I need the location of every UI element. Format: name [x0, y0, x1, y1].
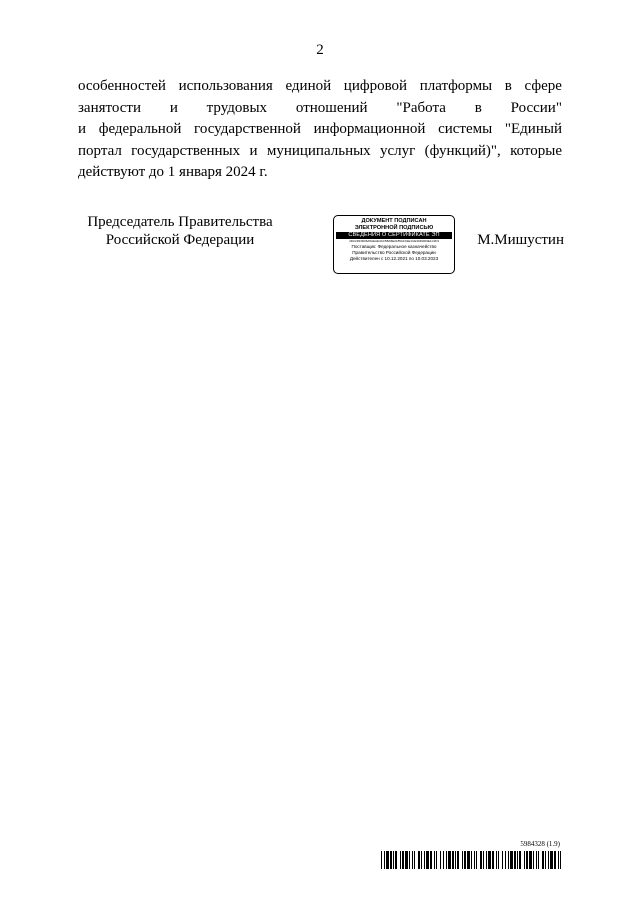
barcode-bar	[548, 851, 549, 869]
word: в	[504, 78, 512, 94]
barcode-bar	[464, 851, 466, 869]
stamp-certificate-header: СВЕДЕНИЯ О СЕРТИФИКАТЕ ЭП	[336, 232, 452, 239]
barcode-bar	[496, 851, 497, 869]
word: трудовых	[206, 99, 268, 116]
barcode-bar	[426, 851, 429, 869]
stamp-heading	[334, 218, 454, 231]
barcode-bar	[502, 851, 503, 869]
barcode-bar	[533, 851, 534, 869]
word: отношений	[295, 99, 368, 116]
stamp-line2: ЭЛЕКТРОННОЙ ПОДПИСЬЮ	[354, 224, 434, 231]
barcode-bar	[536, 851, 537, 869]
barcode-bar	[452, 851, 454, 869]
body-line-5	[78, 162, 562, 184]
barcode-bar	[498, 851, 499, 869]
word: занятости	[78, 99, 141, 116]
document-code: 5984328 (1.9)	[520, 840, 560, 848]
barcode-bar	[424, 851, 425, 869]
barcode-bar	[550, 851, 553, 869]
stamp-line1: ДОКУМЕНТ ПОДПИСАН	[361, 218, 427, 224]
body-line-3	[78, 119, 562, 141]
barcode-bar	[440, 851, 441, 869]
barcode-bar	[542, 851, 544, 869]
word: услуг	[380, 142, 416, 159]
signatory-title-line2: Российской Федерации	[105, 232, 255, 248]
barcode-bar	[483, 851, 484, 869]
barcode-bar	[448, 851, 451, 869]
barcode-bar	[405, 851, 408, 869]
word: цифровой	[343, 78, 408, 94]
barcode-bar	[545, 851, 546, 869]
word: муниципальных	[266, 142, 371, 159]
barcode-bar	[492, 851, 494, 869]
word: государственной	[194, 121, 301, 137]
body-line-1	[78, 76, 562, 98]
body-text	[78, 76, 562, 184]
barcode-bar	[560, 851, 561, 869]
barcode-bar	[446, 851, 447, 869]
word: в	[474, 99, 482, 116]
stamp-supplier: Поставщик: Федеральное казначейство	[351, 244, 437, 249]
word: "Единый	[504, 121, 562, 137]
barcode-bar	[430, 851, 432, 869]
barcode-bar	[505, 851, 506, 869]
barcode-bar	[510, 851, 513, 869]
word: платформы	[419, 78, 493, 94]
barcode-bar	[462, 851, 463, 869]
barcode-bar	[508, 851, 509, 869]
barcode-bar	[480, 851, 482, 869]
word: "Работа	[396, 99, 446, 116]
word: государственных	[131, 142, 241, 159]
word: использования	[178, 78, 273, 94]
barcode-bar	[529, 851, 532, 869]
signatory-name: М.Мишустин	[477, 232, 564, 248]
word: и	[249, 142, 258, 159]
barcode-bar	[393, 851, 394, 869]
word: (функций)",	[424, 142, 501, 159]
barcode-bar	[412, 851, 413, 869]
word: особенностей	[78, 78, 166, 94]
word: информационной	[313, 121, 426, 137]
signatory-title	[80, 213, 280, 249]
barcode-bar	[554, 851, 556, 869]
barcode-bar	[538, 851, 539, 869]
barcode-bar	[443, 851, 444, 869]
barcode-bar	[514, 851, 516, 869]
word: и	[78, 121, 87, 137]
barcode-bar	[400, 851, 401, 869]
barcode-bar	[558, 851, 559, 869]
barcode-bar	[409, 851, 410, 869]
barcode-bar	[488, 851, 491, 869]
barcode-bar	[384, 851, 385, 869]
page-number: 2	[316, 42, 324, 58]
barcode-bar	[455, 851, 456, 869]
body-line-4	[78, 141, 562, 163]
stamp-validity: Действителен с 10.12.2021 по 10.03.2023	[349, 256, 439, 261]
barcode-bar	[381, 851, 382, 869]
barcode-bar	[474, 851, 475, 869]
barcode-bar	[517, 851, 518, 869]
word: которые	[510, 142, 562, 159]
word: федеральной	[98, 121, 182, 137]
word: единой	[285, 78, 332, 94]
body-line-2	[78, 98, 562, 120]
barcode-bar	[467, 851, 470, 869]
barcode-bar	[390, 851, 392, 869]
word: сфере	[524, 78, 562, 94]
word: портал	[78, 142, 122, 159]
word: России"	[510, 99, 562, 116]
word: и	[169, 99, 178, 116]
barcode-bar	[434, 851, 435, 869]
barcode-bar	[526, 851, 528, 869]
barcode-bar	[418, 851, 420, 869]
barcode-bar	[524, 851, 525, 869]
signatory-title-line1: Председатель Правительства	[87, 214, 273, 230]
stamp-serial: 4DC2DF0036A5AEAE3AC5BA5E2185A1D1E1CE3049003E1C3F3	[349, 239, 439, 243]
barcode-bar	[414, 851, 415, 869]
stamp-owner: Правительство Российской Федерации	[352, 250, 436, 255]
barcode-bar	[386, 851, 389, 869]
barcode-bar	[486, 851, 487, 869]
barcode-bar	[457, 851, 459, 869]
barcode	[381, 851, 561, 869]
barcode-bar	[471, 851, 472, 869]
word: действуют до 1 января 2024 г.	[78, 164, 268, 180]
barcode-bar	[476, 851, 477, 869]
electronic-signature-stamp	[333, 215, 455, 274]
barcode-bar	[436, 851, 437, 869]
barcode-bar	[421, 851, 422, 869]
barcode-bar	[519, 851, 521, 869]
word: системы	[438, 121, 493, 137]
barcode-bar	[402, 851, 404, 869]
barcode-bar	[395, 851, 397, 869]
